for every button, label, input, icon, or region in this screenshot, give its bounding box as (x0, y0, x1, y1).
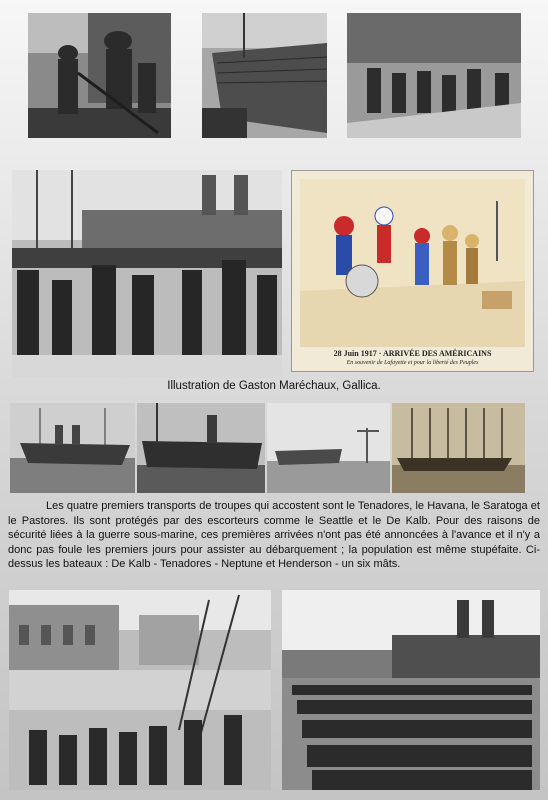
photo-ship-neptune (267, 403, 390, 493)
photo-troops-gangway (347, 13, 521, 138)
poster-title: 28 Juin 1917 · ARRIVÉE DES AMÉRICAINS (333, 349, 492, 358)
photo-ship-tenadores (137, 403, 265, 493)
photo-soldiers-boarding (28, 13, 171, 138)
photo-quay-buildings-troops (9, 590, 271, 790)
photo-ship-henderson (392, 403, 525, 493)
poster-subtitle: En souvenir de Lafayette et pour la liberté des Peuples (346, 360, 479, 366)
photo-ship-crowd-deck (202, 13, 327, 138)
photo-ship-dock-crowd (12, 170, 282, 378)
photo-ship-de-kalb (10, 403, 135, 493)
poster-arrivee-americains (291, 170, 534, 372)
body-paragraph: Les quatre premiers transports de troupes qui accostent sont le Tenadores, le Havana, le Saratoga et le Pastores. Ils sont protégés par des escorteurs comme le Seattle et le De Kalb. Pour des raisons de sécurité liées à la guerre sous-marine, ces premières arrivées n'ont pas été annoncées à l'avance et il n'y a donc pas foule les premiers jours pour assister au débarquement ; la population est même stupéfaite. Ci-dessus les bateaux : De Kalb - Tenadores - Neptune et Henderson - un six mâts. (8, 500, 540, 570)
illustration-caption: Illustration de Gaston Maréchaux, Gallica. (167, 380, 381, 392)
photo-troops-marching-ship (282, 590, 540, 790)
